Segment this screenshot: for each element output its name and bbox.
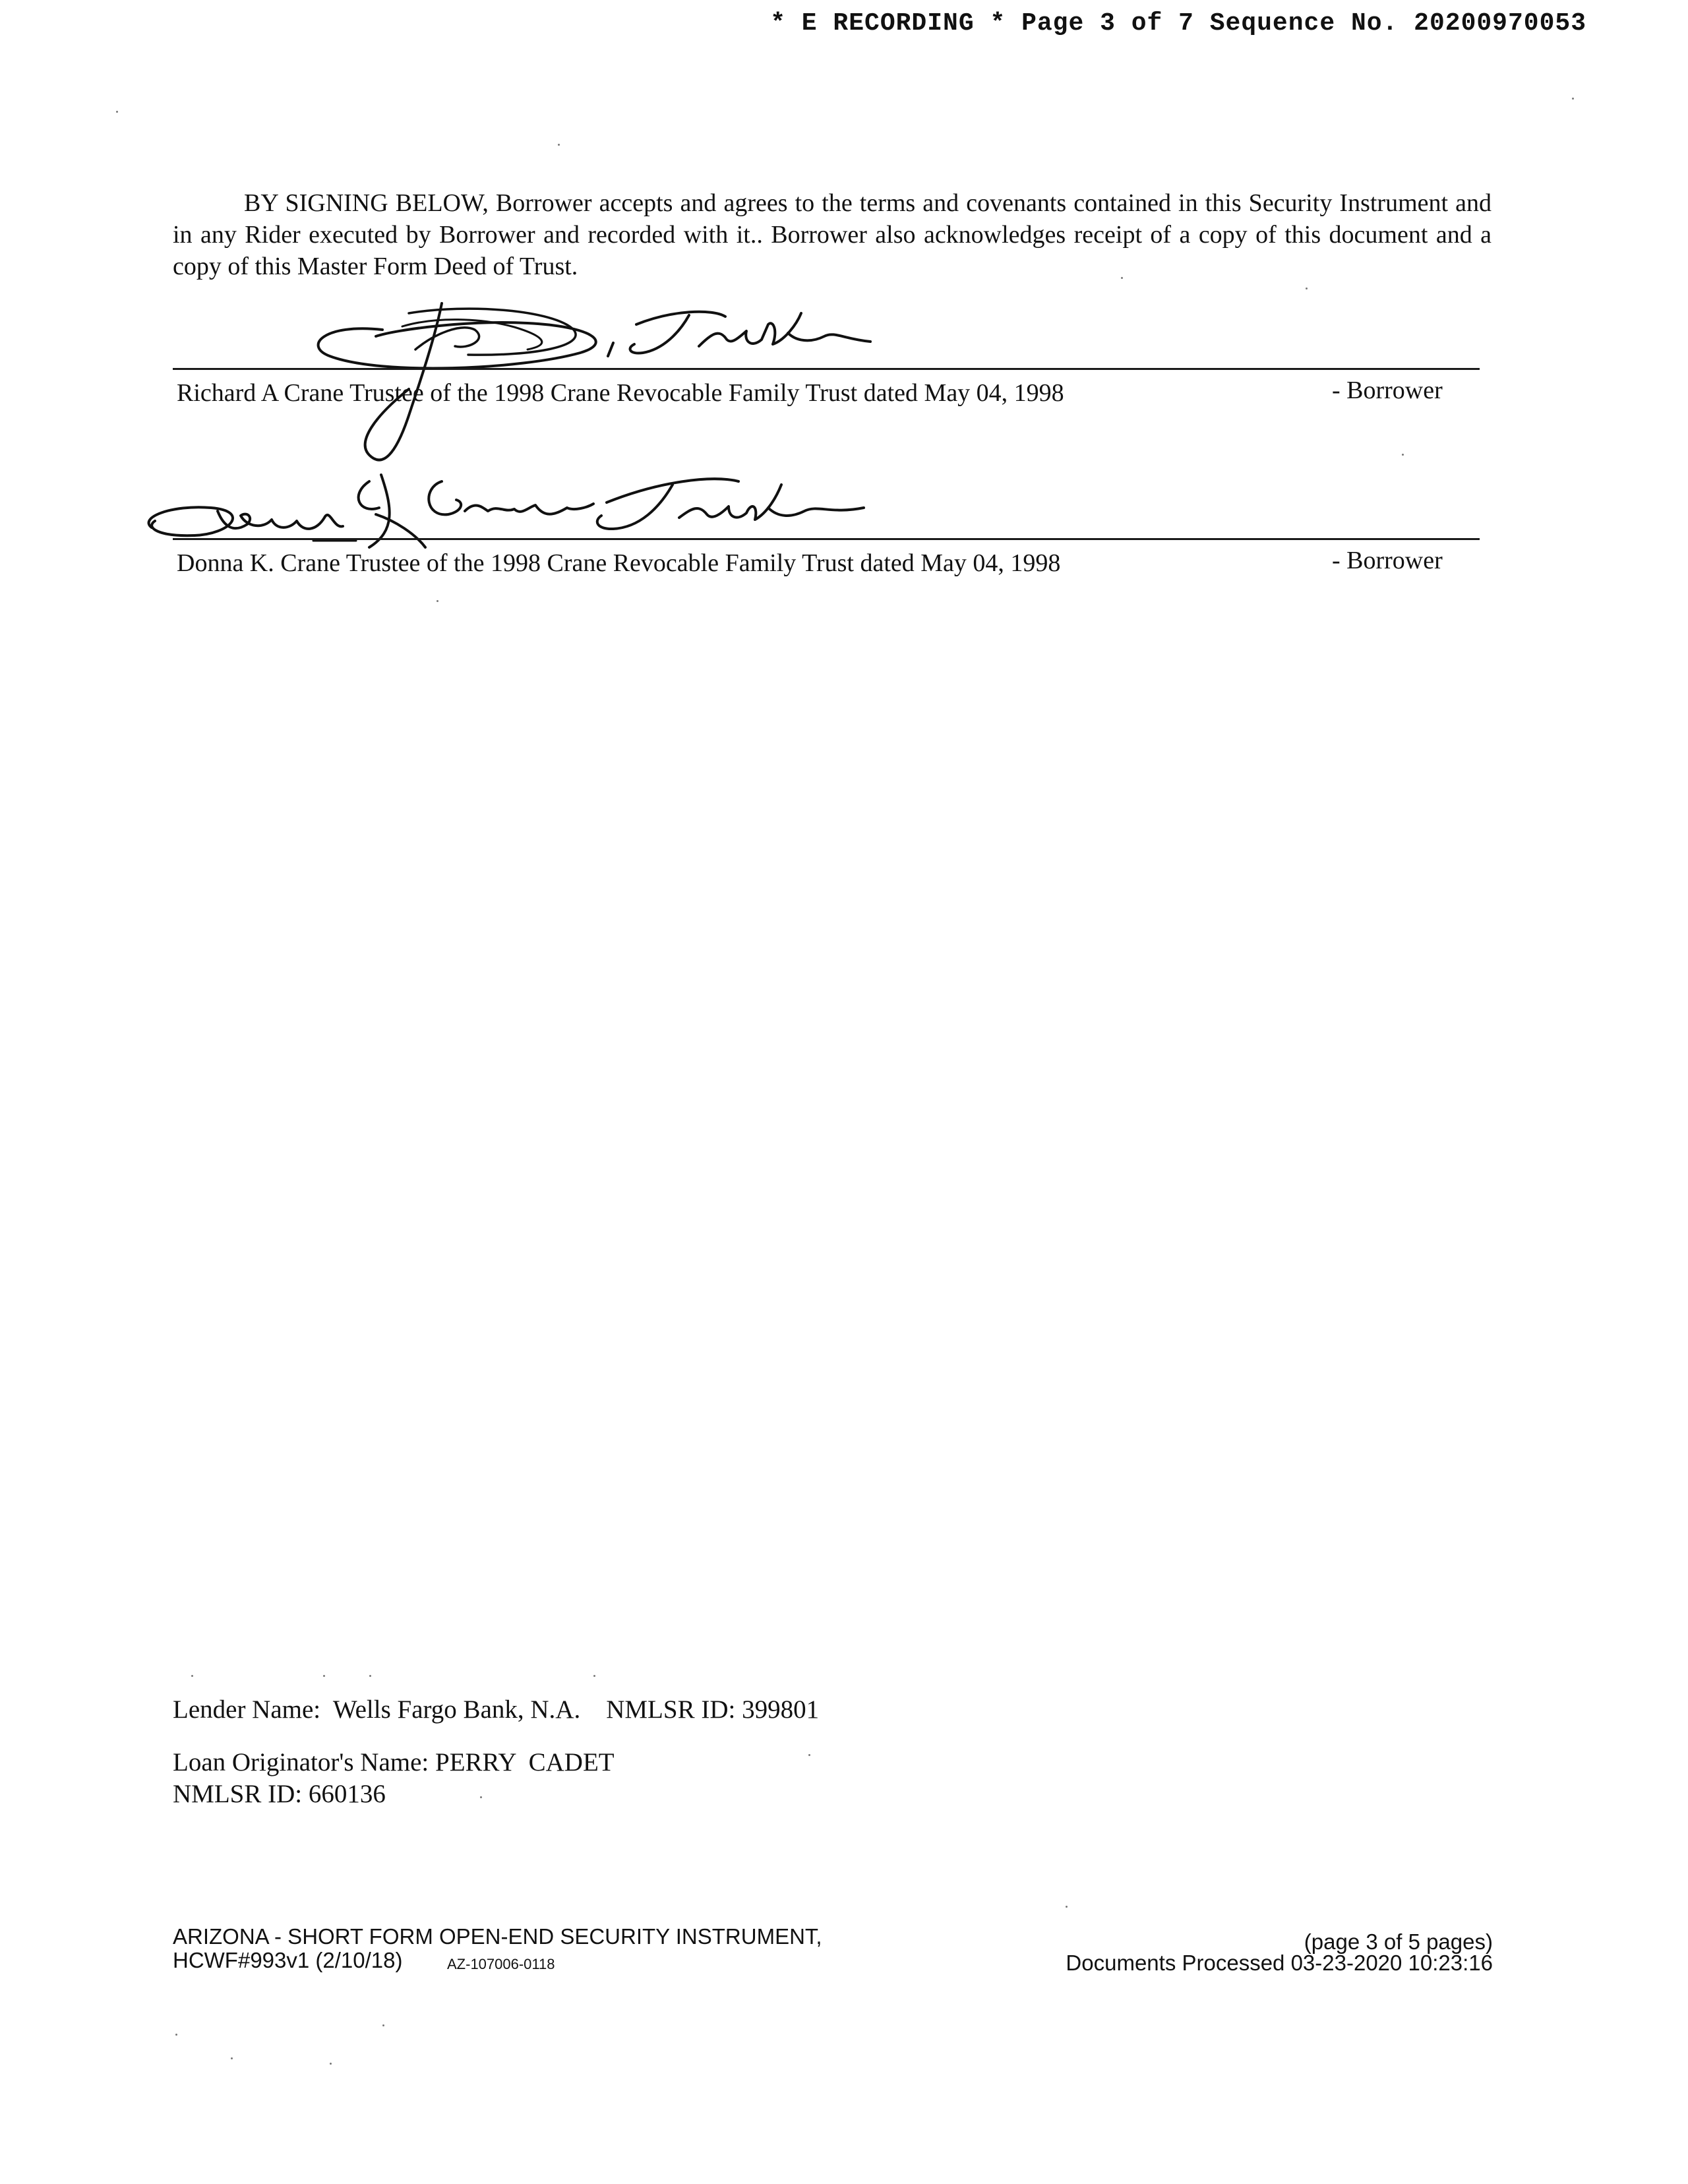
loan-originator-nmlsr-id: NMLSR ID: 660136	[173, 1780, 386, 1808]
scan-speck	[1402, 454, 1404, 456]
form-title: ARIZONA - SHORT FORM OPEN-END SECURITY INSTRUMENT,	[173, 1924, 822, 1949]
borrower-label-donna: - Borrower	[1332, 547, 1443, 574]
scan-speck	[191, 1675, 193, 1677]
scan-speck	[1306, 288, 1308, 289]
borrower-label-richard: - Borrower	[1332, 377, 1443, 404]
agreement-paragraph: BY SIGNING BELOW, Borrower accepts and agrees to the terms and covenants contained in this Security Instrument and in any Rider executed by Borrower and recorded with it.. Borrower also acknowledges receipt of a copy of this document and a copy of this Master Form Deed of Trust.	[173, 189, 1492, 280]
scan-speck	[1121, 277, 1123, 279]
signature-line-richard	[173, 368, 1480, 370]
documents-processed: Documents Processed 03-23-2020 10:23:16	[1066, 1951, 1493, 1975]
scan-speck	[369, 1675, 371, 1677]
lender-name: Lender Name: Wells Fargo Bank, N.A. NMLSR ID: 399801	[173, 1695, 820, 1724]
scan-speck	[175, 2034, 177, 2036]
scan-speck	[323, 1675, 325, 1677]
scan-speck	[1572, 98, 1574, 100]
recording-header: * E RECORDING * Page 3 of 7 Sequence No. 20200970053	[770, 9, 1586, 38]
form-reference: AZ-107006-0118	[447, 1956, 555, 1972]
scan-speck	[593, 1675, 595, 1677]
page-count: (page 3 of 5 pages)	[1304, 1929, 1493, 1954]
scan-speck	[558, 144, 560, 146]
signature-line-donna	[173, 538, 1480, 540]
form-code: HCWF#993v1 (2/10/18)	[173, 1948, 403, 1972]
signature-donna-crane	[132, 455, 870, 561]
signer-name-donna: Donna K. Crane Trustee of the 1998 Crane Revocable Family Trust dated May 04, 1998	[177, 549, 1061, 577]
scan-speck	[437, 600, 438, 602]
scan-speck	[116, 111, 118, 113]
loan-originator-name: Loan Originator's Name: PERRY CADET	[173, 1748, 615, 1776]
signer-name-richard: Richard A Crane Trustee of the 1998 Crane Revocable Family Trust dated May 04, 1998	[177, 379, 1064, 407]
scan-speck	[480, 1796, 482, 1798]
scan-speck	[1066, 1906, 1068, 1908]
scan-speck	[330, 2063, 332, 2065]
scan-speck	[382, 2024, 384, 2026]
scan-speck	[808, 1754, 810, 1756]
scan-speck	[231, 2057, 233, 2059]
